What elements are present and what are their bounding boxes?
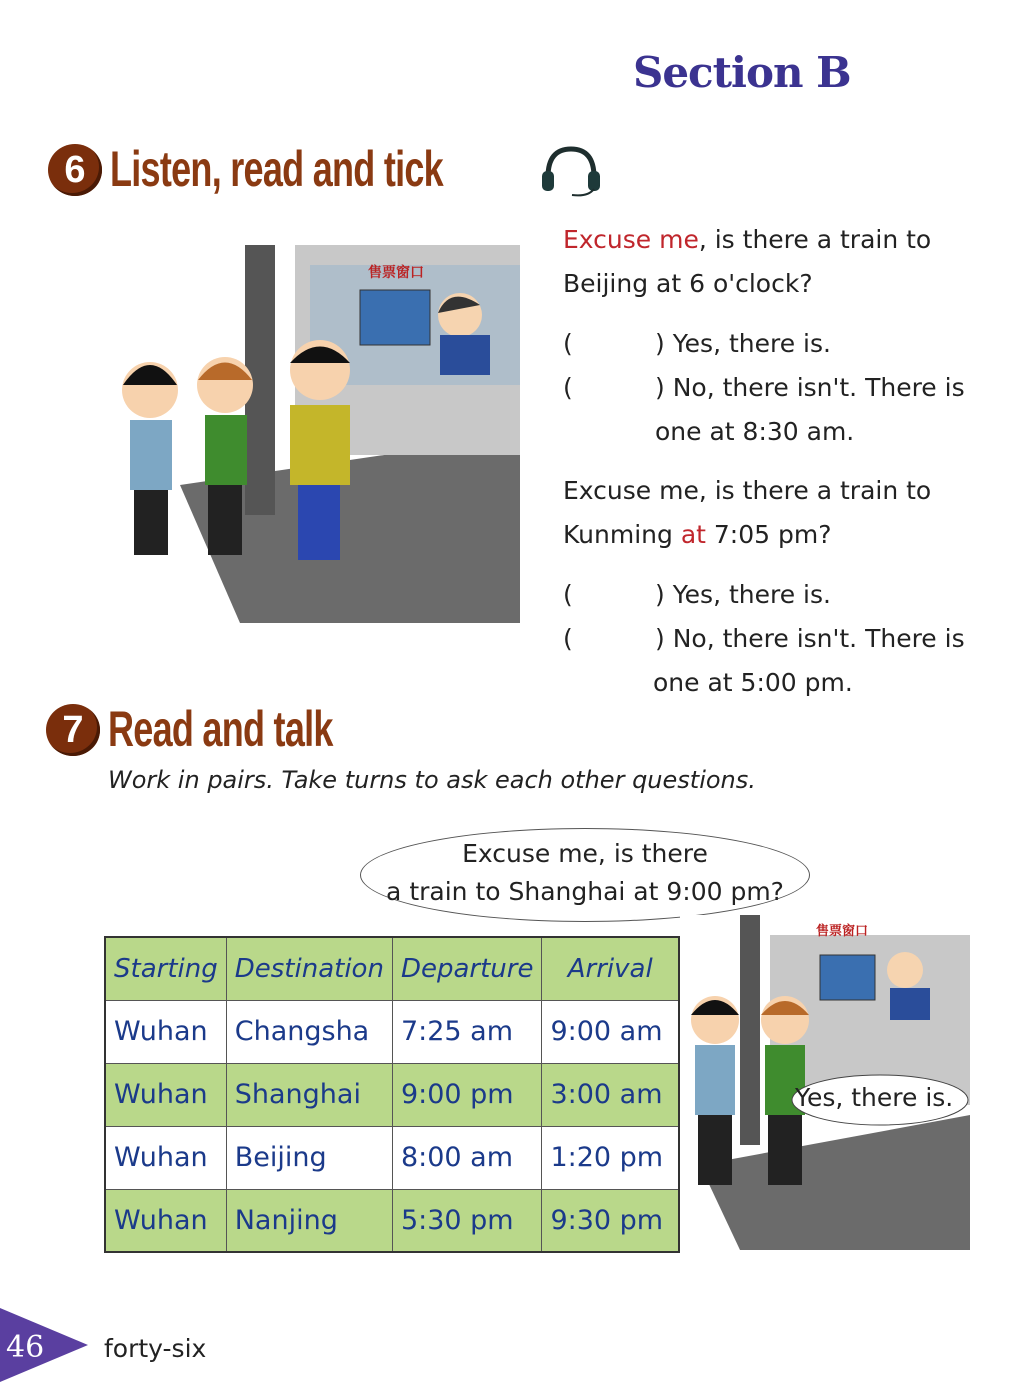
table-cell: 8:00 am [392, 1126, 542, 1189]
table-row [105, 1189, 679, 1252]
table-cell: 9:00 pm [392, 1063, 542, 1126]
table-cell: Wuhan [105, 1126, 226, 1189]
tick-box-close: ) [655, 580, 665, 609]
table-cell: 3:00 am [542, 1063, 679, 1126]
tick-box-open[interactable]: ( [563, 580, 573, 609]
question-2-line-1: Excuse me, is there a train to [563, 476, 932, 505]
table-header-row [105, 937, 679, 1000]
header-cell: Starting [105, 937, 226, 1000]
tick-option[interactable] [563, 329, 831, 358]
section-title: Section B [633, 48, 851, 97]
table-cell: Beijing [226, 1126, 392, 1189]
bubble-line: a train to Shanghai at 9:00 pm? [386, 877, 784, 906]
table-cell: Wuhan [105, 1000, 226, 1063]
tick-option[interactable] [563, 580, 831, 609]
table-cell: 1:20 pm [542, 1126, 679, 1189]
question-1-line-2: Beijing at 6 o'clock? [563, 269, 813, 298]
page-number: 46 [6, 1330, 45, 1365]
tick-box-close: ) [655, 329, 665, 358]
option-text: No, there isn't. There is [672, 373, 965, 402]
ticket-window-illustration [120, 245, 520, 623]
page-number-words: forty-six [104, 1334, 207, 1363]
table-cell: Shanghai [226, 1063, 392, 1126]
table-cell: 9:30 pm [542, 1189, 679, 1252]
option-continuation: one at 8:30 am. [655, 417, 855, 446]
option-text: No, there isn't. There is [672, 624, 965, 653]
table-row [105, 1063, 679, 1126]
headphones-icon [538, 143, 604, 199]
highlight-text: at [680, 520, 706, 549]
table-cell: 9:00 am [542, 1000, 679, 1063]
option-text: Yes, there is. [672, 329, 831, 358]
table-row [105, 1000, 679, 1063]
tick-box-open[interactable]: ( [563, 624, 573, 653]
activity-heading: Listen, read and tick [110, 141, 443, 197]
bubble-line: Excuse me, is there [462, 839, 708, 868]
question-2-line-2 [563, 520, 831, 549]
option-text: Yes, there is. [672, 580, 831, 609]
activity-heading: Read and talk [108, 701, 333, 757]
table-row [105, 1126, 679, 1189]
speech-bubble-reply: Yes, there is. [795, 1083, 954, 1112]
option-continuation: one at 5:00 pm. [653, 668, 853, 697]
table-cell: Nanjing [226, 1189, 392, 1252]
ticket-window-sign: 售票窗口 [368, 265, 424, 281]
speech-bubble-question [360, 828, 810, 922]
ticket-window-sign: 售票窗口 [816, 924, 869, 939]
train-timetable [104, 936, 680, 1253]
question-text: Kunming [563, 520, 681, 549]
tick-box-close: ) [655, 373, 665, 402]
header-cell: Arrival [542, 937, 679, 1000]
tick-box-close: ) [655, 624, 665, 653]
activity-number-badge: 6 [48, 144, 102, 196]
activity-number-badge: 7 [46, 704, 100, 756]
header-cell: Destination [226, 937, 392, 1000]
table-cell: 5:30 pm [392, 1189, 542, 1252]
table-cell: Wuhan [105, 1063, 226, 1126]
question-text: , is there a train to [698, 225, 932, 254]
instruction-text: Work in pairs. Take turns to ask each other questions. [108, 766, 756, 794]
tick-box-open[interactable]: ( [563, 373, 573, 402]
question-1-line-1 [563, 225, 931, 254]
question-text: 7:05 pm? [705, 520, 832, 549]
table-cell: Wuhan [105, 1189, 226, 1252]
table-cell: 7:25 am [392, 1000, 542, 1063]
header-cell: Departure [392, 937, 542, 1000]
highlight-text: Excuse me [563, 225, 699, 254]
table-cell: Changsha [226, 1000, 392, 1063]
tick-option[interactable] [563, 373, 965, 402]
tick-box-open[interactable]: ( [563, 329, 573, 358]
tick-option[interactable] [563, 624, 965, 653]
